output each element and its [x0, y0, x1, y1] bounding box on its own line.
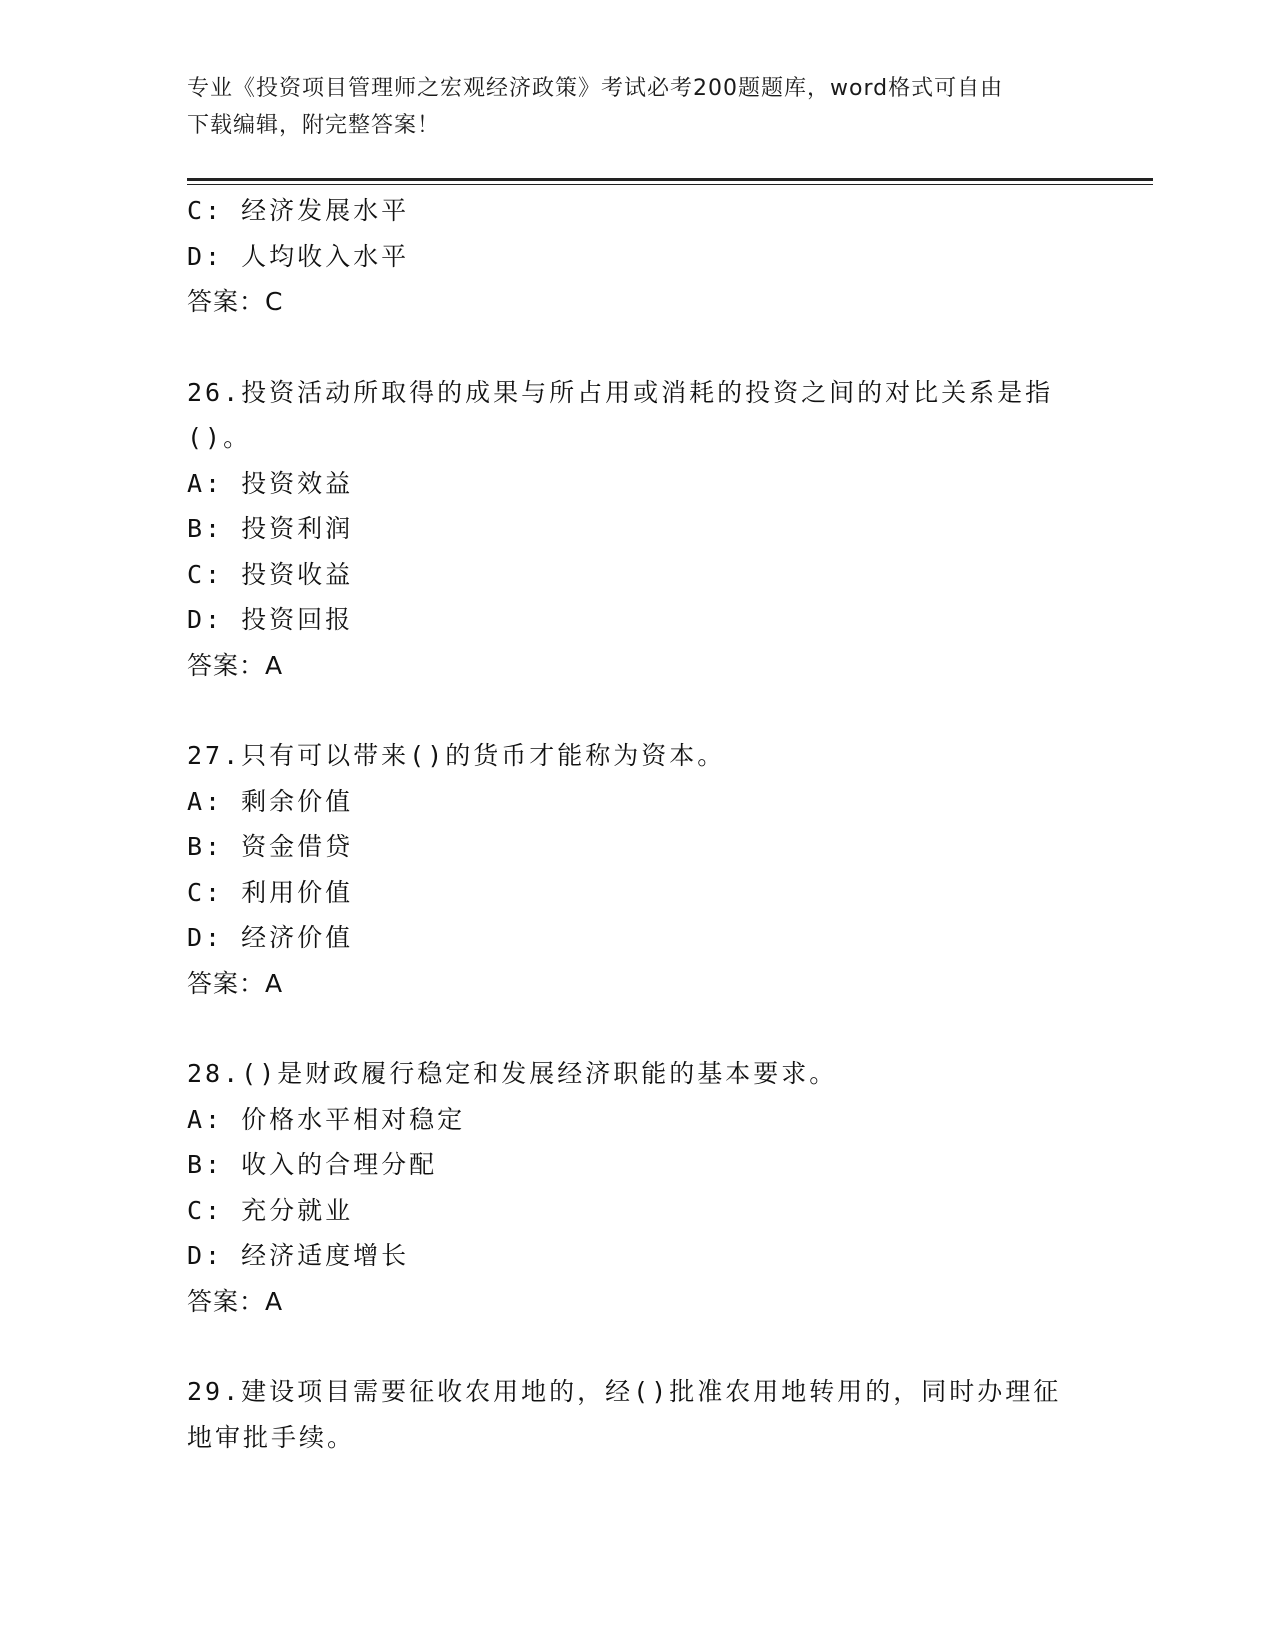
option-b: B: 投资利润 — [187, 514, 354, 543]
question-text-line-2: 地审批手续。 — [187, 1422, 356, 1452]
option-b: B: 资金借贷 — [187, 832, 354, 861]
option-a: A: 投资效益 — [187, 468, 354, 498]
option-c: C: 利用价值 — [187, 877, 354, 907]
option-a: A: 价格水平相对稳定 — [187, 1104, 466, 1134]
option-a: A: 剩余价值 — [187, 786, 354, 816]
answer-line: 答案：C — [187, 287, 284, 316]
option-d: D: 经济适度增长 — [187, 1241, 410, 1270]
question-text — [187, 733, 1087, 779]
question-29 — [187, 1369, 1087, 1460]
question-list — [187, 188, 1087, 1460]
option-c: C: 充分就业 — [187, 1195, 354, 1225]
option-b: B: 收入的合理分配 — [187, 1150, 438, 1179]
header-divider-thin — [187, 184, 1153, 185]
question-25-continuation — [187, 188, 1087, 325]
question-26 — [187, 370, 1087, 689]
option-c: C: 投资收益 — [187, 559, 354, 589]
answer-line: 答案：A — [187, 968, 284, 998]
header-divider-thick — [187, 178, 1153, 181]
question-27 — [187, 733, 1087, 1006]
answer-line: 答案：A — [187, 650, 284, 680]
question-text-line-1: 27.只有可以带来()的货币才能称为资本。 — [187, 741, 726, 770]
question-28 — [187, 1051, 1087, 1324]
question-text — [187, 370, 1087, 461]
question-text-line-1: 28.()是财政履行稳定和发展经济职能的基本要求。 — [187, 1059, 838, 1088]
header-line-1: 专业《投资项目管理师之宏观经济政策》考试必考200题题库，word格式可自由 — [187, 76, 1004, 101]
question-text-line-1: 26.投资活动所取得的成果与所占用或消耗的投资之间的对比关系是指 — [187, 377, 1054, 407]
header-line-2: 下载编辑，附完整答案！ — [187, 113, 441, 138]
option-d: D: 经济价值 — [187, 923, 354, 952]
option-d: D: 投资回报 — [187, 605, 354, 634]
answer-line: 答案：A — [187, 1286, 284, 1316]
document-header — [187, 70, 1067, 144]
question-text-line-1: 29.建设项目需要征收农用地的，经()批准农用地转用的，同时办理征 — [187, 1377, 1062, 1406]
question-text — [187, 1369, 1087, 1460]
question-text-line-2: ()。 — [187, 423, 252, 452]
option-d: D: 人均收入水平 — [187, 241, 410, 271]
option-c: C: 经济发展水平 — [187, 196, 410, 225]
question-text — [187, 1051, 1087, 1097]
